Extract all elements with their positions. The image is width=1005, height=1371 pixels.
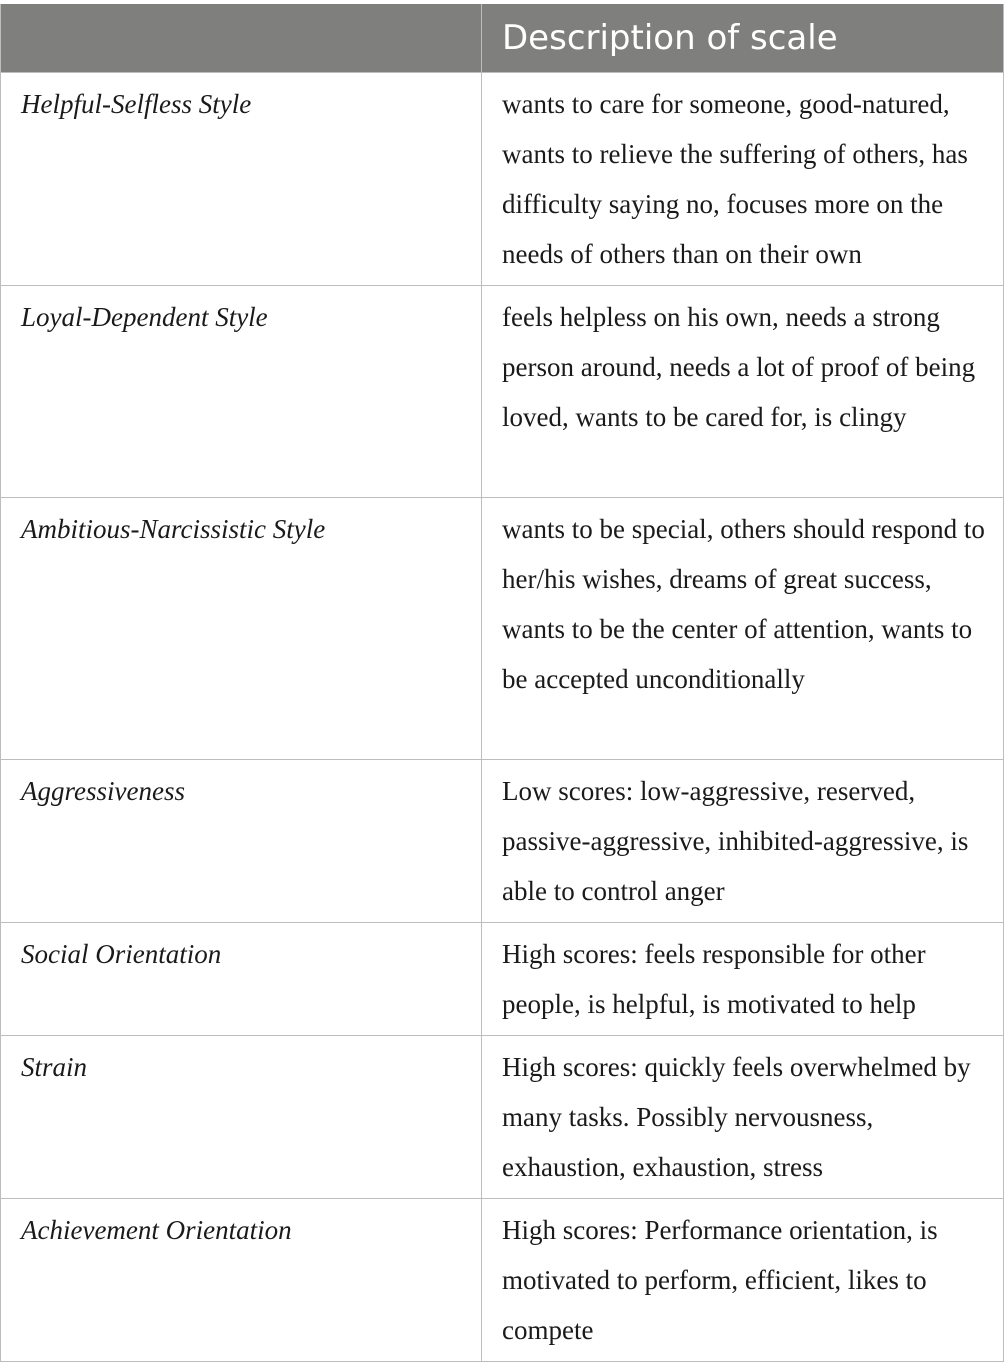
scale-description-cell: High scores: feels responsible for other people, is helpful, is motivated to help — [482, 923, 1004, 1036]
table-row — [1, 760, 1004, 923]
scale-description-cell: Low scores: low-aggressive, reserved, passive-aggressive, inhibited-aggressive, is able to control anger — [482, 760, 1004, 923]
table-row — [1, 1036, 1004, 1199]
scale-description-cell: High scores: Performance orientation, is motivated to perform, efficient, likes to compete — [482, 1199, 1004, 1362]
scale-name-cell: Aggressiveness — [1, 760, 482, 923]
scale-description-cell: wants to care for someone, good-natured, wants to relieve the suffering of others, has difficulty saying no, focuses more on the needs of others than on their own — [482, 73, 1004, 286]
scale-name-cell: Loyal-Dependent Style — [1, 286, 482, 498]
scale-table-container — [0, 4, 1003, 1362]
scale-description-table — [0, 4, 1004, 1362]
table-row — [1, 286, 1004, 498]
scale-description-cell: High scores: quickly feels overwhelmed by many tasks. Possibly nervousness, exhaustion, exhaustion, stress — [482, 1036, 1004, 1199]
header-scale-name — [1, 4, 482, 73]
table-row — [1, 923, 1004, 1036]
table-row — [1, 498, 1004, 760]
scale-name-cell: Strain — [1, 1036, 482, 1199]
scale-description-cell: wants to be special, others should respond to her/his wishes, dreams of great success, wants to be the center of attention, wants to be accepted unconditionally — [482, 498, 1004, 760]
scale-description-cell: feels helpless on his own, needs a strong person around, needs a lot of proof of being loved, wants to be cared for, is clingy — [482, 286, 1004, 498]
scale-name-cell: Helpful-Selfless Style — [1, 73, 482, 286]
table-header-row — [1, 4, 1004, 73]
header-description: Description of scale — [482, 4, 1004, 73]
scale-name-cell: Ambitious-Narcissistic Style — [1, 498, 482, 760]
table-row — [1, 73, 1004, 286]
scale-name-cell: Achievement Orientation — [1, 1199, 482, 1362]
scale-name-cell: Social Orientation — [1, 923, 482, 1036]
table-row — [1, 1199, 1004, 1362]
